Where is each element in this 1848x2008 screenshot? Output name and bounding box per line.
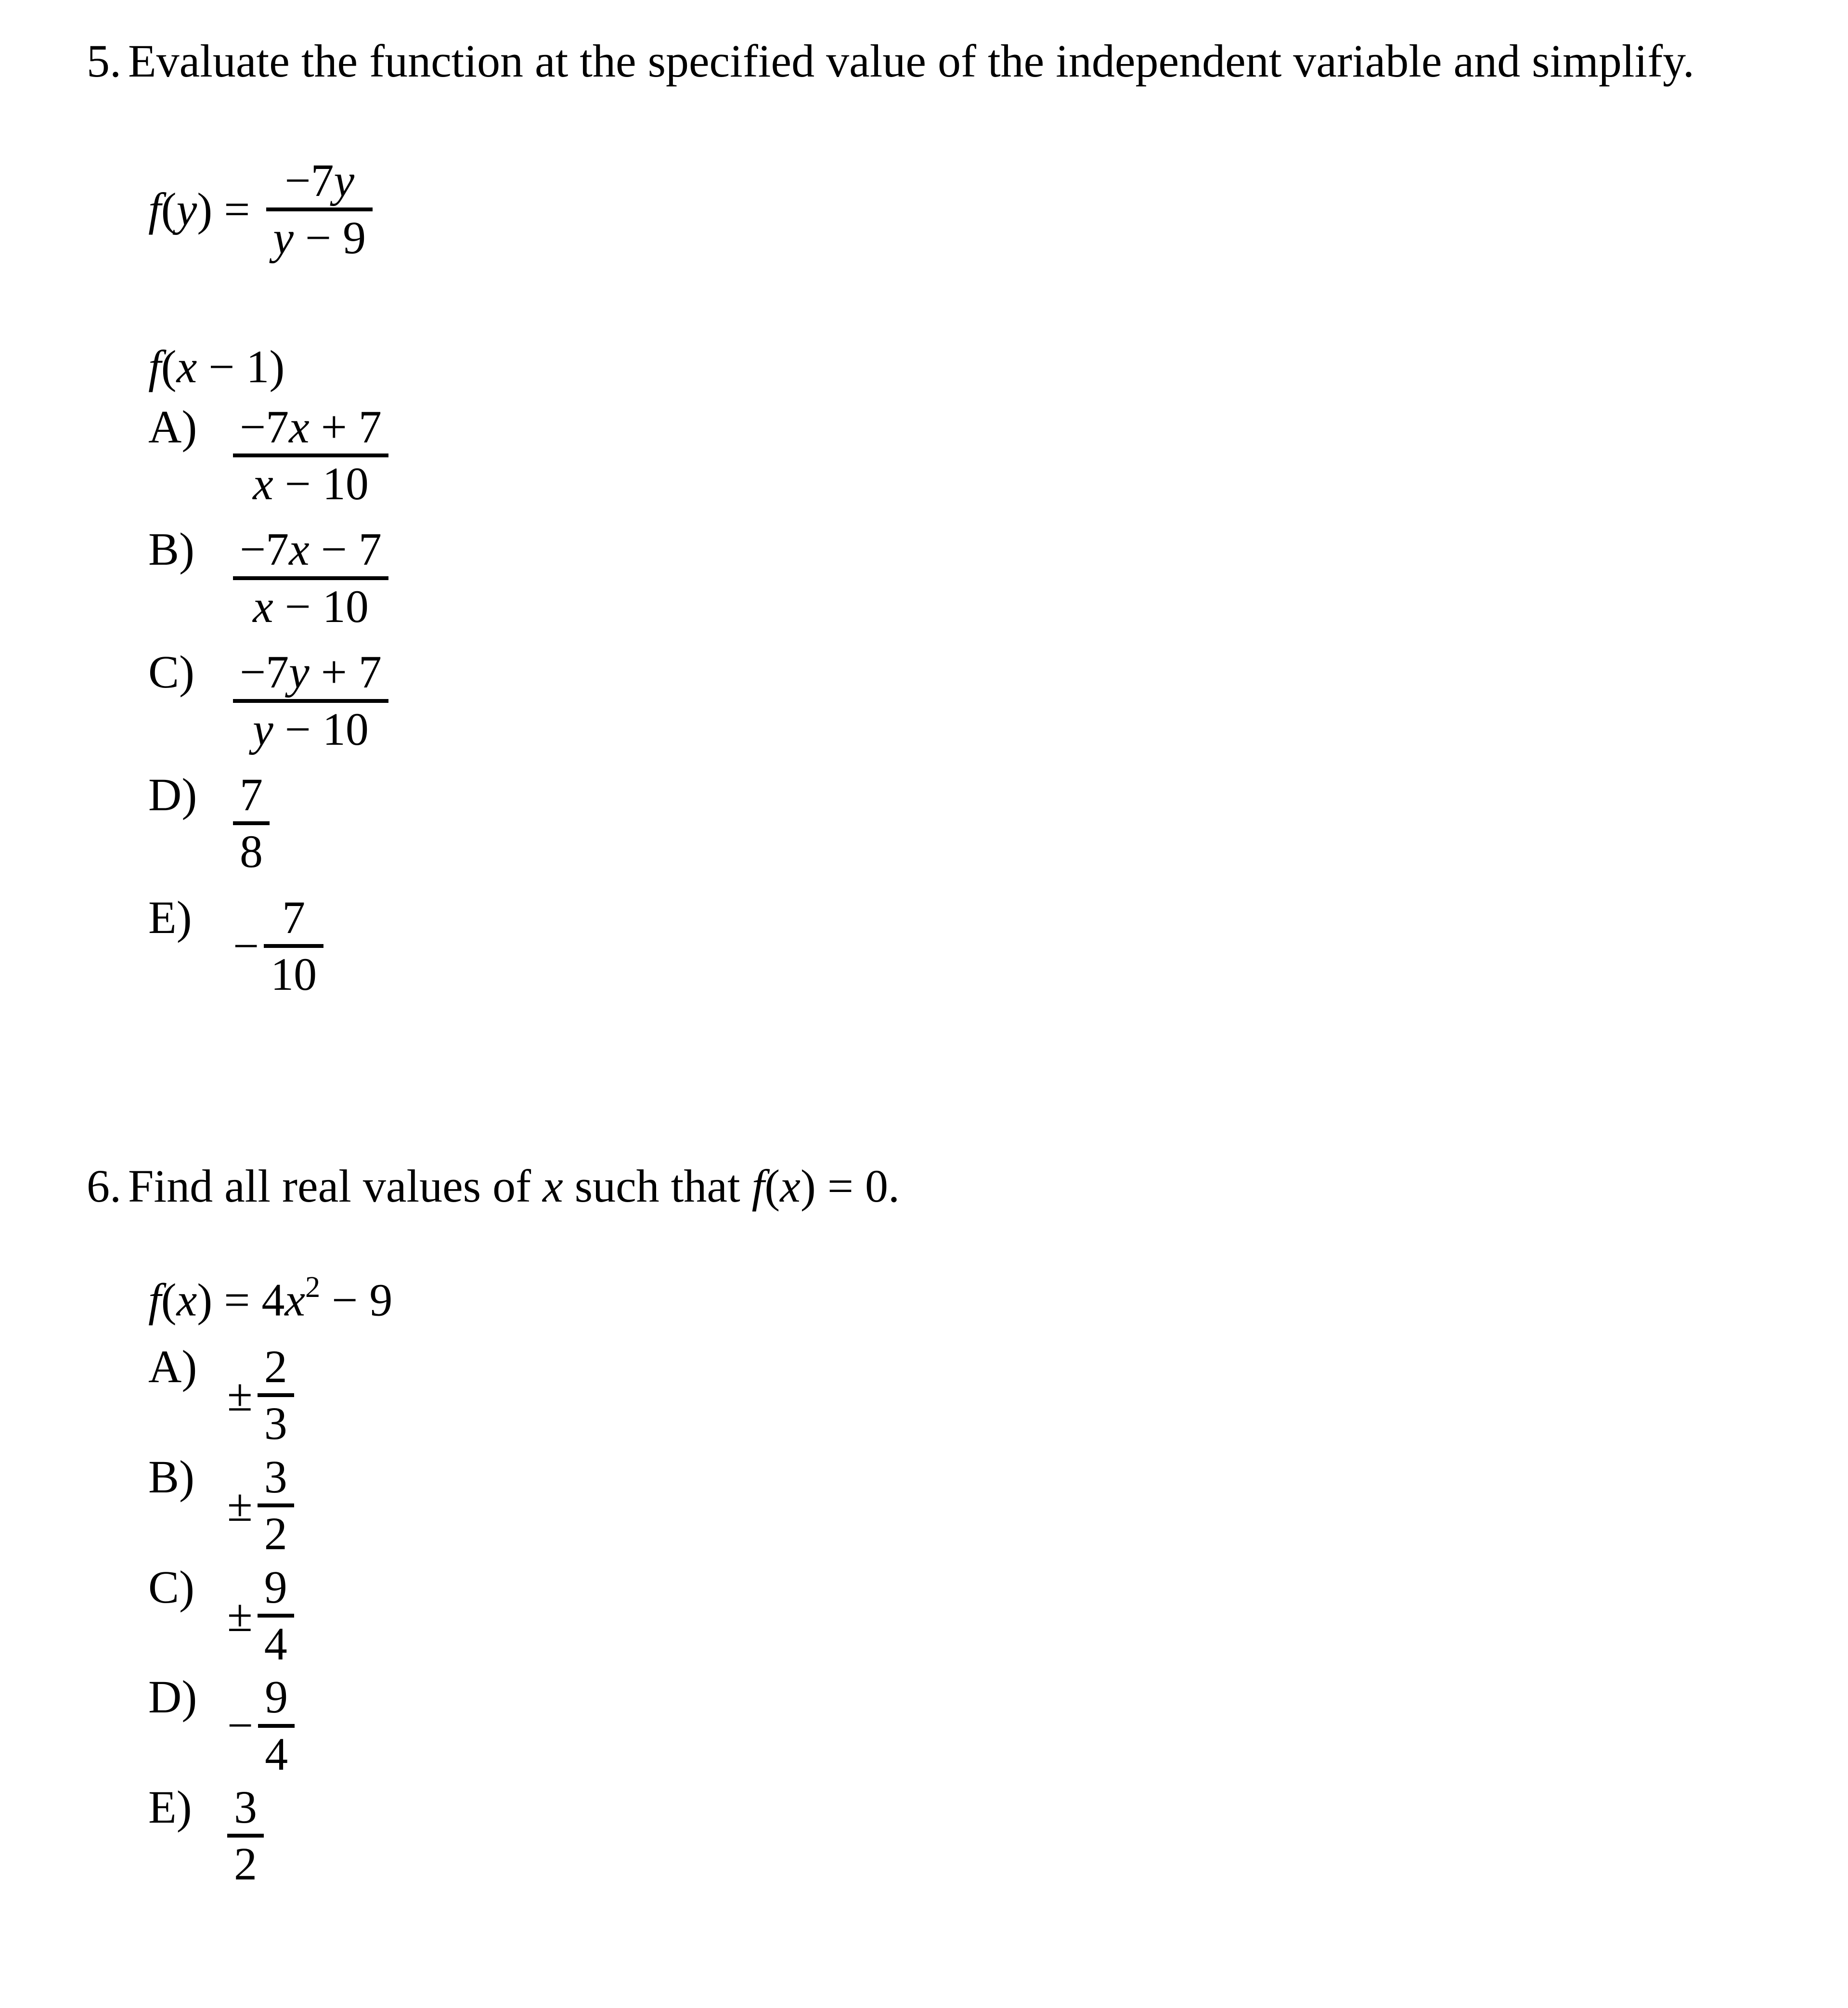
choice-value — [227, 1340, 294, 1451]
choice-letter: A) — [148, 401, 197, 453]
q6-choice-e — [148, 1781, 1848, 1891]
fraction-denominator: 4 — [265, 1728, 288, 1780]
fraction-numerator: −7x + 7 — [233, 401, 388, 457]
fraction-denominator: 3 — [264, 1398, 287, 1450]
q5-choice-a — [148, 401, 1848, 511]
choice-value — [233, 523, 388, 633]
fraction — [258, 1340, 294, 1451]
question-6-choices — [148, 1340, 1848, 1891]
question-6-prompt: Find all real values of x such that f(x) = 0. — [128, 1160, 900, 1212]
fraction — [233, 401, 388, 511]
choice-sign: − — [233, 920, 259, 972]
question-6-function-definition — [148, 1270, 1848, 1327]
question-5-prompt: Evaluate the function at the specified value of the independent variable and simplify. — [128, 35, 1694, 87]
plus-minus-sign: ± — [227, 1589, 253, 1641]
fraction-numerator: 3 — [258, 1451, 294, 1507]
fraction — [258, 1671, 295, 1781]
q6-choice-a — [148, 1340, 1848, 1451]
question-5-choices — [148, 401, 1848, 1001]
fraction — [233, 768, 270, 879]
function-lhs: f(y) = — [148, 183, 250, 235]
fraction — [258, 1451, 294, 1561]
fraction-denominator: 2 — [234, 1838, 257, 1890]
function-pre: f(x) = 4x — [148, 1274, 305, 1326]
fraction — [258, 1561, 294, 1671]
plus-minus-sign: ± — [227, 1479, 253, 1531]
fraction — [233, 646, 388, 756]
question-6-number: 6. — [87, 1160, 121, 1212]
function-post: − 9 — [320, 1274, 393, 1326]
q5-choice-d — [148, 768, 1848, 879]
fraction-denominator: x − 10 — [253, 457, 369, 509]
fraction — [233, 523, 388, 633]
question-5-evaluate-expression: f(x − 1) — [148, 341, 285, 393]
choice-letter: B) — [148, 523, 194, 575]
q6-choice-b — [148, 1451, 1848, 1561]
choice-letter: C) — [148, 1561, 194, 1613]
q6-choice-c — [148, 1561, 1848, 1671]
choice-letter: B) — [148, 1451, 194, 1503]
choice-value — [227, 1451, 294, 1561]
q5-choice-c — [148, 646, 1848, 756]
fraction — [227, 1781, 264, 1891]
fraction-numerator: 9 — [258, 1671, 295, 1727]
question-5 — [0, 35, 1848, 1001]
fraction-denominator: 10 — [271, 948, 317, 1000]
choice-value — [233, 768, 270, 879]
question-6-header — [87, 1160, 1848, 1213]
plus-minus-sign: ± — [227, 1369, 253, 1421]
question-6 — [0, 1160, 1848, 1891]
fraction-denominator: 2 — [264, 1508, 287, 1560]
choice-value — [233, 891, 323, 1001]
choice-value — [227, 1561, 294, 1671]
function-exponent: 2 — [305, 1270, 321, 1304]
fraction-denominator: y − 10 — [253, 703, 369, 755]
q5-choice-e — [148, 891, 1848, 1001]
fraction-numerator: −7y — [266, 154, 373, 211]
fraction-denominator: 8 — [240, 826, 263, 878]
question-5-header — [87, 35, 1848, 88]
choice-letter: E) — [148, 891, 192, 943]
minus-sign: − — [227, 1699, 254, 1751]
fraction-numerator: 2 — [258, 1340, 294, 1397]
function-fraction — [266, 154, 373, 264]
fraction-denominator: x − 10 — [253, 580, 369, 632]
choice-letter: C) — [148, 646, 194, 698]
fraction — [264, 891, 323, 1001]
choice-letter: D) — [148, 1671, 197, 1723]
fraction-denominator: 4 — [264, 1618, 287, 1670]
q5-choice-b — [148, 523, 1848, 633]
choice-value — [233, 646, 388, 756]
choice-letter: E) — [148, 1781, 192, 1833]
choice-letter: A) — [148, 1340, 197, 1392]
fraction-numerator: 7 — [233, 768, 270, 825]
fraction-denominator: y − 9 — [273, 211, 366, 263]
choice-value — [233, 401, 388, 511]
choice-letter: D) — [148, 768, 197, 820]
fraction-numerator: −7y + 7 — [233, 646, 388, 702]
choice-value — [227, 1671, 295, 1781]
choice-value — [227, 1781, 264, 1891]
question-5-function-definition — [148, 154, 1848, 264]
question-5-number: 5. — [87, 35, 121, 87]
q6-choice-d — [148, 1671, 1848, 1781]
fraction-numerator: −7x − 7 — [233, 523, 388, 580]
fraction-numerator: 9 — [258, 1561, 294, 1618]
fraction-numerator: 7 — [264, 891, 323, 948]
fraction-numerator: 3 — [227, 1781, 264, 1838]
